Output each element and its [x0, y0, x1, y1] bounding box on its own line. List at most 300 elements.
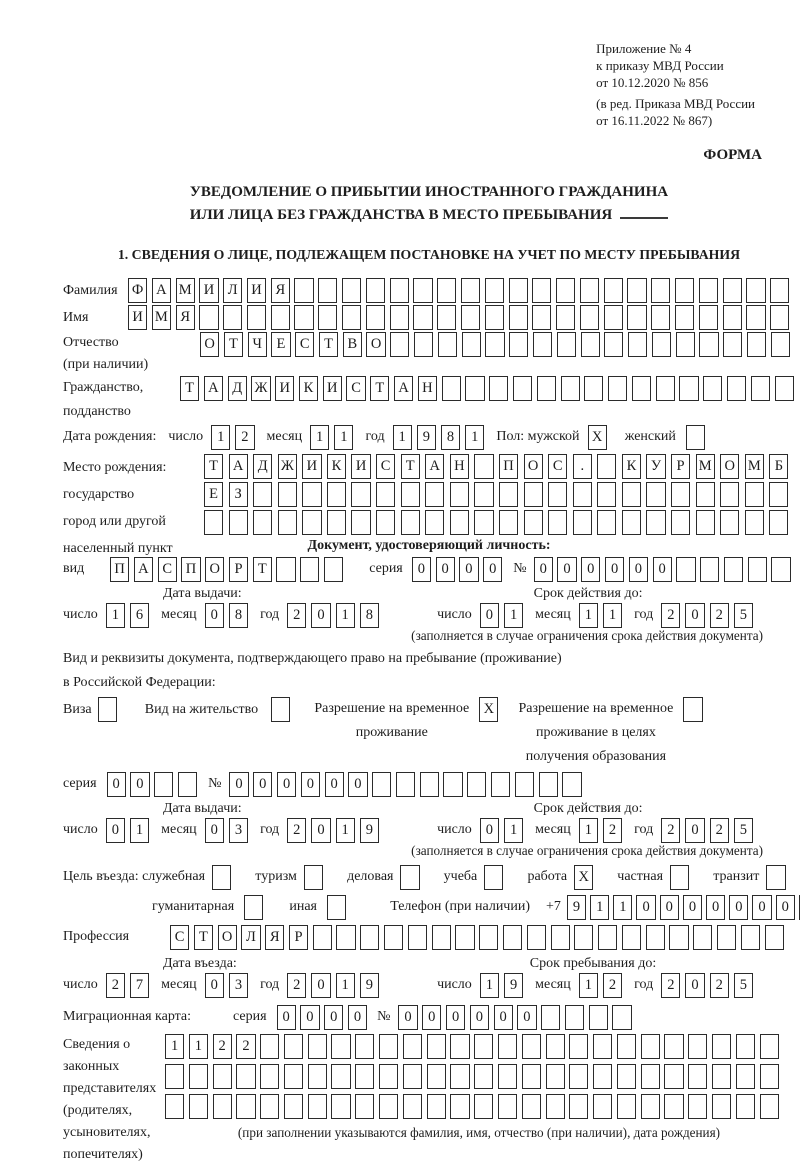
char-box[interactable]: О: [205, 557, 224, 582]
char-box[interactable]: 1: [613, 895, 632, 920]
char-box[interactable]: О: [524, 454, 543, 479]
char-box[interactable]: [546, 1034, 565, 1059]
char-box[interactable]: 0: [436, 557, 455, 582]
char-box[interactable]: [628, 332, 647, 357]
char-box[interactable]: [513, 376, 532, 401]
char-box[interactable]: [509, 278, 528, 303]
char-box[interactable]: [489, 376, 508, 401]
char-box[interactable]: З: [229, 482, 248, 507]
char-box[interactable]: Я: [176, 305, 195, 330]
char-box[interactable]: 2: [236, 1034, 255, 1059]
char-box[interactable]: [675, 305, 694, 330]
char-box[interactable]: 0: [130, 772, 149, 797]
char-box[interactable]: [427, 1094, 446, 1119]
char-box[interactable]: [401, 482, 420, 507]
char-box[interactable]: 5: [734, 973, 753, 998]
char-box[interactable]: Б: [769, 454, 788, 479]
char-box[interactable]: [632, 376, 651, 401]
char-box[interactable]: [524, 510, 543, 535]
char-box[interactable]: [622, 482, 641, 507]
temp-permit-checkbox[interactable]: X: [479, 697, 498, 722]
char-box[interactable]: [474, 482, 493, 507]
char-box[interactable]: .: [573, 454, 592, 479]
char-box[interactable]: [736, 1034, 755, 1059]
char-box[interactable]: [503, 925, 522, 950]
char-box[interactable]: [580, 305, 599, 330]
char-box[interactable]: [539, 772, 558, 797]
char-box[interactable]: [437, 305, 456, 330]
char-box[interactable]: 0: [422, 1005, 441, 1030]
char-box[interactable]: 5: [734, 818, 753, 843]
char-box[interactable]: [355, 1034, 374, 1059]
char-box[interactable]: 2: [661, 603, 680, 628]
char-box[interactable]: [474, 454, 493, 479]
char-box[interactable]: [688, 1034, 707, 1059]
char-box[interactable]: [675, 278, 694, 303]
char-box[interactable]: [294, 278, 313, 303]
char-box[interactable]: Т: [224, 332, 243, 357]
char-box[interactable]: [569, 1094, 588, 1119]
char-box[interactable]: [745, 482, 764, 507]
char-box[interactable]: [746, 278, 765, 303]
char-box[interactable]: [747, 332, 766, 357]
char-box[interactable]: [276, 557, 295, 582]
char-box[interactable]: 9: [360, 973, 379, 998]
char-box[interactable]: [462, 332, 481, 357]
char-box[interactable]: И: [199, 278, 218, 303]
char-box[interactable]: [308, 1094, 327, 1119]
char-box[interactable]: 0: [470, 1005, 489, 1030]
char-box[interactable]: 0: [446, 1005, 465, 1030]
char-box[interactable]: [294, 305, 313, 330]
char-box[interactable]: 2: [661, 818, 680, 843]
char-box[interactable]: [450, 482, 469, 507]
char-box[interactable]: [461, 278, 480, 303]
char-box[interactable]: [236, 1094, 255, 1119]
char-box[interactable]: 8: [229, 603, 248, 628]
char-box[interactable]: [712, 1034, 731, 1059]
char-box[interactable]: [442, 376, 461, 401]
char-box[interactable]: М: [696, 454, 715, 479]
char-box[interactable]: 0: [106, 818, 125, 843]
char-box[interactable]: [551, 925, 570, 950]
char-box[interactable]: [324, 557, 343, 582]
char-box[interactable]: Р: [671, 454, 690, 479]
char-box[interactable]: [461, 305, 480, 330]
char-box[interactable]: [271, 305, 290, 330]
char-box[interactable]: 0: [300, 1005, 319, 1030]
char-box[interactable]: [748, 557, 767, 582]
char-box[interactable]: 0: [348, 1005, 367, 1030]
char-box[interactable]: [376, 482, 395, 507]
char-box[interactable]: Ж: [278, 454, 297, 479]
char-box[interactable]: А: [229, 454, 248, 479]
char-box[interactable]: Т: [204, 454, 223, 479]
char-box[interactable]: [336, 925, 355, 950]
char-box[interactable]: [736, 1094, 755, 1119]
char-box[interactable]: [712, 1094, 731, 1119]
char-box[interactable]: Л: [223, 278, 242, 303]
char-box[interactable]: Ф: [128, 278, 147, 303]
char-box[interactable]: [556, 278, 575, 303]
purpose-private-checkbox[interactable]: [670, 865, 689, 890]
char-box[interactable]: [455, 925, 474, 950]
char-box[interactable]: [712, 1064, 731, 1089]
char-box[interactable]: 0: [107, 772, 126, 797]
char-box[interactable]: [664, 1064, 683, 1089]
char-box[interactable]: 0: [480, 603, 499, 628]
char-box[interactable]: [546, 1064, 565, 1089]
char-box[interactable]: [420, 772, 439, 797]
char-box[interactable]: [485, 332, 504, 357]
char-box[interactable]: 9: [360, 818, 379, 843]
purpose-business-checkbox[interactable]: [400, 865, 419, 890]
char-box[interactable]: [379, 1064, 398, 1089]
char-box[interactable]: [720, 482, 739, 507]
char-box[interactable]: М: [176, 278, 195, 303]
char-box[interactable]: Т: [319, 332, 338, 357]
char-box[interactable]: 0: [277, 1005, 296, 1030]
char-box[interactable]: [438, 332, 457, 357]
char-box[interactable]: 2: [287, 603, 306, 628]
char-box[interactable]: [727, 376, 746, 401]
char-box[interactable]: 0: [685, 973, 704, 998]
char-box[interactable]: 0: [229, 772, 248, 797]
char-box[interactable]: [474, 510, 493, 535]
char-box[interactable]: [284, 1064, 303, 1089]
char-box[interactable]: В: [343, 332, 362, 357]
char-box[interactable]: 8: [441, 425, 460, 450]
char-box[interactable]: [652, 332, 671, 357]
char-box[interactable]: 0: [636, 895, 655, 920]
char-box[interactable]: [541, 1005, 560, 1030]
char-box[interactable]: 9: [567, 895, 586, 920]
char-box[interactable]: [556, 305, 575, 330]
char-box[interactable]: А: [204, 376, 223, 401]
char-box[interactable]: [617, 1094, 636, 1119]
char-box[interactable]: [565, 1005, 584, 1030]
purpose-other-checkbox[interactable]: [327, 895, 346, 920]
char-box[interactable]: [770, 305, 789, 330]
char-box[interactable]: [745, 510, 764, 535]
char-box[interactable]: 1: [336, 603, 355, 628]
char-box[interactable]: [247, 305, 266, 330]
char-box[interactable]: [284, 1034, 303, 1059]
char-box[interactable]: [443, 772, 462, 797]
char-box[interactable]: С: [548, 454, 567, 479]
char-box[interactable]: Я: [271, 278, 290, 303]
char-box[interactable]: [414, 332, 433, 357]
char-box[interactable]: [646, 510, 665, 535]
char-box[interactable]: [597, 510, 616, 535]
char-box[interactable]: [751, 376, 770, 401]
char-box[interactable]: [342, 278, 361, 303]
char-box[interactable]: 1: [603, 603, 622, 628]
char-box[interactable]: [548, 482, 567, 507]
char-box[interactable]: А: [394, 376, 413, 401]
char-box[interactable]: [432, 925, 451, 950]
char-box[interactable]: 0: [253, 772, 272, 797]
char-box[interactable]: [165, 1094, 184, 1119]
purpose-tourism-checkbox[interactable]: [304, 865, 323, 890]
char-box[interactable]: 0: [605, 557, 624, 582]
char-box[interactable]: 0: [311, 973, 330, 998]
char-box[interactable]: [522, 1064, 541, 1089]
char-box[interactable]: [769, 510, 788, 535]
char-box[interactable]: [284, 1094, 303, 1119]
char-box[interactable]: 1: [579, 818, 598, 843]
char-box[interactable]: 0: [685, 603, 704, 628]
char-box[interactable]: И: [247, 278, 266, 303]
char-box[interactable]: [253, 482, 272, 507]
char-box[interactable]: [760, 1064, 779, 1089]
char-box[interactable]: 0: [581, 557, 600, 582]
char-box[interactable]: 9: [417, 425, 436, 450]
char-box[interactable]: С: [158, 557, 177, 582]
char-box[interactable]: П: [110, 557, 129, 582]
char-box[interactable]: 0: [557, 557, 576, 582]
char-box[interactable]: [537, 376, 556, 401]
char-box[interactable]: [580, 278, 599, 303]
char-box[interactable]: О: [200, 332, 219, 357]
char-box[interactable]: С: [295, 332, 314, 357]
char-box[interactable]: 1: [334, 425, 353, 450]
char-box[interactable]: [318, 278, 337, 303]
char-box[interactable]: [532, 278, 551, 303]
char-box[interactable]: [597, 454, 616, 479]
char-box[interactable]: 1: [211, 425, 230, 450]
char-box[interactable]: 1: [130, 818, 149, 843]
char-box[interactable]: [154, 772, 173, 797]
char-box[interactable]: [700, 557, 719, 582]
char-box[interactable]: [679, 376, 698, 401]
char-box[interactable]: 1: [480, 973, 499, 998]
char-box[interactable]: С: [376, 454, 395, 479]
char-box[interactable]: [199, 305, 218, 330]
char-box[interactable]: [355, 1064, 374, 1089]
char-box[interactable]: [723, 305, 742, 330]
char-box[interactable]: П: [181, 557, 200, 582]
char-box[interactable]: [485, 278, 504, 303]
char-box[interactable]: 2: [603, 818, 622, 843]
char-box[interactable]: [379, 1034, 398, 1059]
char-box[interactable]: [474, 1064, 493, 1089]
char-box[interactable]: [699, 305, 718, 330]
char-box[interactable]: [403, 1064, 422, 1089]
char-box[interactable]: Т: [180, 376, 199, 401]
char-box[interactable]: [533, 332, 552, 357]
char-box[interactable]: [178, 772, 197, 797]
char-box[interactable]: 0: [683, 895, 702, 920]
char-box[interactable]: Н: [418, 376, 437, 401]
char-box[interactable]: 0: [205, 973, 224, 998]
char-box[interactable]: 0: [494, 1005, 513, 1030]
char-box[interactable]: Я: [265, 925, 284, 950]
char-box[interactable]: [437, 278, 456, 303]
char-box[interactable]: [499, 482, 518, 507]
char-box[interactable]: [604, 278, 623, 303]
char-box[interactable]: 1: [189, 1034, 208, 1059]
char-box[interactable]: 0: [325, 772, 344, 797]
char-box[interactable]: 2: [603, 973, 622, 998]
char-box[interactable]: [699, 332, 718, 357]
char-box[interactable]: 1: [310, 425, 329, 450]
purpose-study-checkbox[interactable]: [484, 865, 503, 890]
char-box[interactable]: [427, 1064, 446, 1089]
char-box[interactable]: 0: [706, 895, 725, 920]
char-box[interactable]: 1: [504, 818, 523, 843]
char-box[interactable]: Р: [289, 925, 308, 950]
char-box[interactable]: 0: [534, 557, 553, 582]
purpose-official-checkbox[interactable]: [212, 865, 231, 890]
char-box[interactable]: 0: [311, 818, 330, 843]
char-box[interactable]: Е: [271, 332, 290, 357]
char-box[interactable]: [651, 305, 670, 330]
char-box[interactable]: 0: [517, 1005, 536, 1030]
char-box[interactable]: 0: [660, 895, 679, 920]
char-box[interactable]: [413, 278, 432, 303]
char-box[interactable]: [351, 510, 370, 535]
char-box[interactable]: [223, 305, 242, 330]
char-box[interactable]: 1: [579, 973, 598, 998]
char-box[interactable]: [427, 1034, 446, 1059]
char-box[interactable]: 8: [360, 603, 379, 628]
char-box[interactable]: [278, 510, 297, 535]
char-box[interactable]: И: [323, 376, 342, 401]
char-box[interactable]: [355, 1094, 374, 1119]
char-box[interactable]: 2: [287, 973, 306, 998]
char-box[interactable]: 9: [504, 973, 523, 998]
char-box[interactable]: [401, 510, 420, 535]
char-box[interactable]: [604, 332, 623, 357]
char-box[interactable]: [351, 482, 370, 507]
char-box[interactable]: О: [218, 925, 237, 950]
visa-checkbox[interactable]: [98, 697, 117, 722]
char-box[interactable]: 0: [398, 1005, 417, 1030]
char-box[interactable]: 0: [480, 818, 499, 843]
char-box[interactable]: И: [302, 454, 321, 479]
char-box[interactable]: 1: [165, 1034, 184, 1059]
char-box[interactable]: [664, 1034, 683, 1059]
char-box[interactable]: [509, 332, 528, 357]
char-box[interactable]: 3: [229, 973, 248, 998]
char-box[interactable]: [465, 376, 484, 401]
char-box[interactable]: [627, 305, 646, 330]
char-box[interactable]: [671, 510, 690, 535]
char-box[interactable]: И: [128, 305, 147, 330]
char-box[interactable]: [723, 278, 742, 303]
char-box[interactable]: [532, 305, 551, 330]
char-box[interactable]: [720, 510, 739, 535]
char-box[interactable]: 1: [336, 973, 355, 998]
char-box[interactable]: [450, 1034, 469, 1059]
char-box[interactable]: [627, 278, 646, 303]
char-box[interactable]: Т: [401, 454, 420, 479]
char-box[interactable]: [485, 305, 504, 330]
char-box[interactable]: Р: [229, 557, 248, 582]
char-box[interactable]: [189, 1064, 208, 1089]
char-box[interactable]: [760, 1034, 779, 1059]
char-box[interactable]: [641, 1034, 660, 1059]
char-box[interactable]: [641, 1094, 660, 1119]
char-box[interactable]: [617, 1064, 636, 1089]
char-box[interactable]: 2: [710, 818, 729, 843]
char-box[interactable]: 1: [106, 603, 125, 628]
char-box[interactable]: [573, 482, 592, 507]
char-box[interactable]: [327, 510, 346, 535]
purpose-humanitarian-checkbox[interactable]: [244, 895, 263, 920]
char-box[interactable]: [765, 925, 784, 950]
char-box[interactable]: Д: [228, 376, 247, 401]
char-box[interactable]: 2: [710, 973, 729, 998]
char-box[interactable]: [581, 332, 600, 357]
char-box[interactable]: [390, 332, 409, 357]
char-box[interactable]: [736, 1064, 755, 1089]
sex-male-checkbox[interactable]: X: [588, 425, 607, 450]
char-box[interactable]: [467, 772, 486, 797]
char-box[interactable]: [229, 510, 248, 535]
char-box[interactable]: 1: [579, 603, 598, 628]
char-box[interactable]: [450, 1094, 469, 1119]
char-box[interactable]: [384, 925, 403, 950]
char-box[interactable]: [717, 925, 736, 950]
char-box[interactable]: [372, 772, 391, 797]
char-box[interactable]: [308, 1034, 327, 1059]
char-box[interactable]: [278, 482, 297, 507]
char-box[interactable]: [608, 376, 627, 401]
temp-permit-edu-checkbox[interactable]: [683, 697, 702, 722]
char-box[interactable]: [425, 510, 444, 535]
char-box[interactable]: [676, 332, 695, 357]
char-box[interactable]: [189, 1094, 208, 1119]
char-box[interactable]: [390, 305, 409, 330]
char-box[interactable]: [676, 557, 695, 582]
char-box[interactable]: [396, 772, 415, 797]
char-box[interactable]: [376, 510, 395, 535]
char-box[interactable]: [236, 1064, 255, 1089]
char-box[interactable]: [617, 1034, 636, 1059]
char-box[interactable]: [593, 1064, 612, 1089]
char-box[interactable]: Т: [370, 376, 389, 401]
char-box[interactable]: [775, 376, 794, 401]
char-box[interactable]: 3: [229, 818, 248, 843]
char-box[interactable]: [696, 482, 715, 507]
char-box[interactable]: [771, 332, 790, 357]
char-box[interactable]: 1: [465, 425, 484, 450]
char-box[interactable]: [408, 925, 427, 950]
purpose-work-checkbox[interactable]: X: [574, 865, 593, 890]
char-box[interactable]: 1: [504, 603, 523, 628]
char-box[interactable]: 1: [336, 818, 355, 843]
char-box[interactable]: [165, 1064, 184, 1089]
char-box[interactable]: [498, 1064, 517, 1089]
char-box[interactable]: Л: [241, 925, 260, 950]
char-box[interactable]: С: [170, 925, 189, 950]
char-box[interactable]: [302, 482, 321, 507]
char-box[interactable]: [366, 305, 385, 330]
char-box[interactable]: [213, 1094, 232, 1119]
char-box[interactable]: [598, 925, 617, 950]
char-box[interactable]: [474, 1094, 493, 1119]
char-box[interactable]: [573, 510, 592, 535]
char-box[interactable]: [569, 1034, 588, 1059]
char-box[interactable]: [622, 510, 641, 535]
char-box[interactable]: [318, 305, 337, 330]
char-box[interactable]: 5: [734, 603, 753, 628]
char-box[interactable]: [771, 557, 790, 582]
char-box[interactable]: [584, 376, 603, 401]
char-box[interactable]: [403, 1034, 422, 1059]
